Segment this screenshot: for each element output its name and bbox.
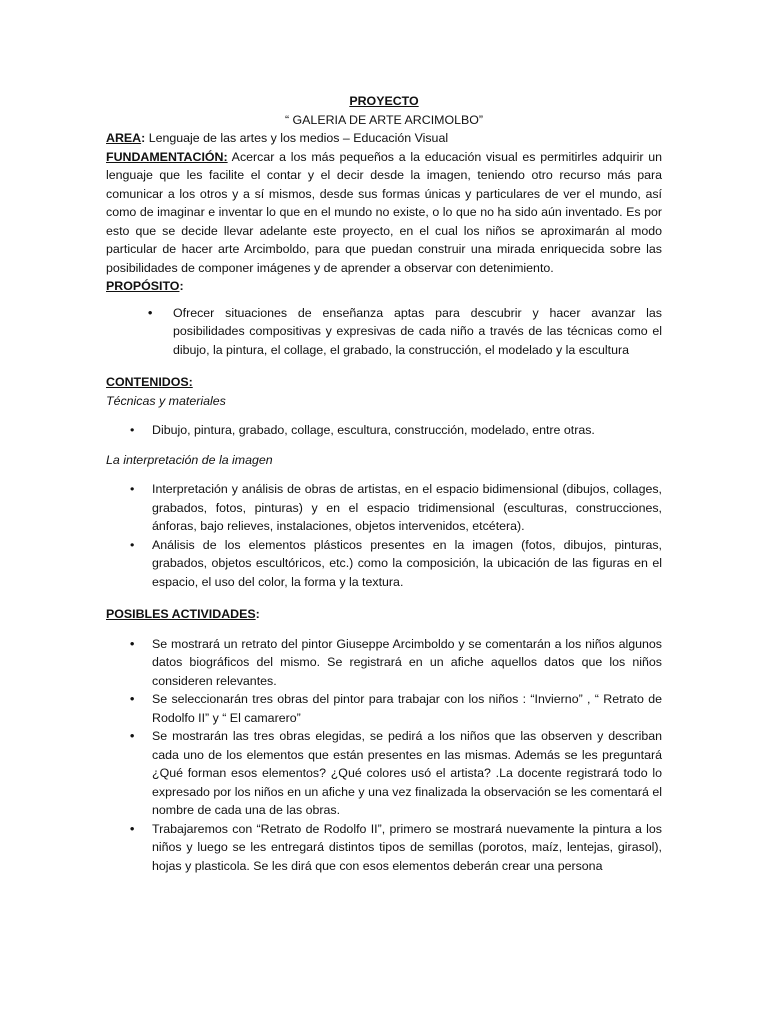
interpretacion-list — [106, 480, 662, 591]
project-subtitle: “ GALERIA DE ARTE ARCIMOLBO” — [284, 112, 484, 127]
list-item: • Se mostrarán las tres obras elegidas, se pedirá a los niños que las observen y describan cada uno de los elementos que están presentes en las mismas. Además se les preguntará ¿Qué forman esos elementos? ¿Qué colores usó el artista? .La docente registrará todo lo expresado por los niños en un afiche y una vez finalizada la observación se les comentará el nombre de cada una de las obras. — [106, 727, 662, 820]
fundamentacion-text: Acercar a los más pequeños a la educación visual es permitirles adquirir un lenguaje que les facilite el contar y el decir desde la imagen, teniendo otro recurso más para comunicar a los otros y a sí mismos, desde sus formas únicas y particulares de ver el mundo, así como de imaginar e inventar lo que en el mundo no existe, o lo que no ha sido aún inventado. Es por esto que se decide llevar adelante este proyecto, en el cual los niños se aproximarán al modo particular de hacer arte Arcimboldo, para que puedan construir una mirada enriquecida sobre las posibilidades de componer imágenes y de aprender a observar con detenimiento. — [106, 149, 662, 275]
tecnicas-list — [106, 421, 662, 440]
actividades-colon: : — [255, 607, 260, 621]
list-item: • Dibujo, pintura, grabado, collage, escultura, construcción, modelado, entre otras. — [106, 421, 662, 440]
actividades-label: POSIBLES ACTIVIDADES — [106, 607, 256, 621]
list-item: • Análisis de los elementos plásticos presentes en la imagen (fotos, dibujos, pinturas, grabados, objetos escultóricos, etc.) como la composición, la ubicación de las figuras en el espacio, el uso del color, la forma y la textura. — [106, 536, 662, 592]
tecnicas-heading: Técnicas y materiales — [106, 393, 226, 408]
list-item: • Se mostrará un retrato del pintor Giuseppe Arcimboldo y se comentarán a los niños algunos datos biográficos del mismo. Se registrará en un afiche aquellos datos que los niños consideren relevantes. — [106, 635, 662, 691]
fundamentacion-label: FUNDAMENTACIÓN: — [106, 149, 228, 164]
list-item: • Ofrecer situaciones de enseñanza aptas para descubrir y hacer avanzar las posibilidades compositivas y expresivas de cada niño a través de las técnicas como el dibujo, la pintura, el collage, el grabado, la construcción, el modelado y la escultura — [106, 304, 662, 360]
proposito-heading — [106, 277, 662, 296]
document-title: PROYECTO — [349, 94, 419, 108]
proposito-label: PROPÓSITO — [106, 279, 180, 293]
actividades-list — [106, 635, 662, 876]
proposito-list — [106, 304, 662, 360]
actividades-heading — [106, 605, 662, 624]
list-item: • Se seleccionarán tres obras del pintor para trabajar con los niños : “Invierno” , “ Retrato de Rodolfo II” y “ El camarero” — [106, 690, 662, 727]
area-colon: : — [141, 131, 146, 145]
area-line — [106, 129, 662, 148]
list-item: • Interpretación y análisis de obras de artistas, en el espacio bidimensional (dibujos, collages, grabados, fotos, pinturas) y en el espacio tridimensional (esculturas, construcciones, ánforas, bajo relieves, instalaciones, objetos intervenidos, etcétera). — [106, 480, 662, 536]
proposito-colon: : — [179, 279, 184, 293]
area-text: Lenguaje de las artes y los medios – Educación Visual — [145, 131, 449, 145]
area-label: AREA — [106, 131, 142, 145]
contenidos-heading: CONTENIDOS: — [106, 375, 193, 389]
list-item: • Trabajaremos con “Retrato de Rodolfo II”, primero se mostrará nuevamente la pintura a los niños y luego se les entregará distintos tipos de semillas (porotos, maíz, lentejas, girasol), hojas y plasticola. Se les dirá que con esos elementos deberán crear una persona — [106, 820, 662, 876]
interpretacion-heading: La interpretación de la imagen — [106, 452, 273, 467]
fundamentacion-paragraph — [106, 148, 662, 278]
